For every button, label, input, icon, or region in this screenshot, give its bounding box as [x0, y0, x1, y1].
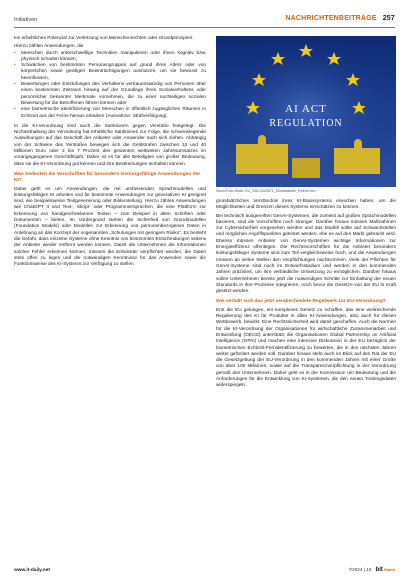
title-line-2: REGULATION	[269, 118, 343, 129]
eu-flag-illustration	[216, 36, 396, 187]
right-paragraph-2: Bei technisch ausgereiften GenAI-Systemen, die zumeist auf großen Sprachmodellen basieren, sind die Vorschriften noch strenger. Darüber hinaus müssen Maßnahmen zur Cybersicherheit vorgesehen werden und das Modell sollte auf Schwachstellen und möglichen Angriffspunkten getestet werden, ehe es auf den Markt gebracht wird. Ebenso müssen Anbieter von GenAI-Systemen wichtige Informationen zur Energieeffizienz offenlegen. Die Rechtsvorschriften für die Anbieter besonders leistungsfähiger Systeme sind zum Teil vergleichsweise hoch, und die Anwendungen müssen an vielen Stellen den Verpflichtungen nachkommen. Viele der Pflichten für GenAI-Systeme sind noch im Entwurfsstadium und werden in den kommenden Jahren präzisiert, um ihre verbindliche Umsetzung zu ermöglichen. Darüber hinaus sollen Unternehmen bereits jetzt die notwendigen Schritte zur Einhaltung der neuen Standards in ihre Prozesse integrieren, noch bevor die Gesetze von der EU in Kraft gesetzt werden.	[216, 213, 396, 295]
publication-logo	[376, 567, 395, 573]
logo-suffix: Stand	[383, 567, 395, 572]
header-rule	[14, 27, 395, 28]
ai-act-photo	[216, 36, 396, 187]
sanctions-paragraph: In die KI-Verordnung sind auch die Sanktionen gegen Verstöße festgelegt. Die Nichteinhaltung der Verordnung hat erhebliche Sanktionen zur Folge, die schwerwiegende Auswirkungen auf das Geschäft der Anbieter oder Anwender nach sich ziehen. Abhängig von der Schwere des Verstoßes bewegen sich die Geldstrafen zwischen 10 und 40 Millionen Euro oder 2 bis 7 Prozent des gesamten weltweiten Jahresumsatzes im vorangegangenen Geschäftsjahr. Daher ist es für alle Beteiligten von großer Bedeutung, dass sie die KI-Verordnung gut kennen und ihre Bestimmungen einhalten können.	[14, 123, 206, 167]
running-header-section: Initiativen	[14, 17, 38, 23]
prohibited-uses-list	[14, 51, 206, 120]
list-item: • Bewertungen oder Einstufungen des Verhaltens vertrauenswürdig von Personen über einen bestimmten Zeitraum hinweg auf der Grundlage ihres Sozialverhaltens oder persönlicher bekannter Merkmale vornehmen, die zu einer nachteiligen sozialen Bewertung für die Betroffenen führen können oder	[14, 82, 206, 107]
page-footer	[14, 566, 395, 576]
footer-issue	[348, 567, 395, 573]
title-line-1: AI ACT	[285, 103, 327, 115]
right-paragraph-3: Erst die EU gelungen, ein komplexes Gesetz zu schaffen, das eine weitreichende Regulierung des KI für Produkte in allen KI-Anwendungen, also auch für diesen Wettbewerb, bewirkt. Eine Rechtssicherheit wird damit geschaffen. Auch die Normen für die KI-Verordnung der Organisationen für wirtschaftliche Zusammenarbeit und Entwicklung (OECD) unterstützt die Organisationen Global Partnership on Artificial Intelligence (GPAI) und machen eine intensive Diskussion in der EU bezüglich der biometrischen Echtzeit-Fernidentifizierung zu bewerten, die in den nächsten Jahren weiter gefördert werden soll. Darüber hinaus steht auch im Blick auf den Rat der EU die Gesetzgebung der EU-Verordnung in den kommenden Jahren mit einer Größe von über 100 Millionen, sowie auf die Transparenzverpflichtung in der Verordnung gemäß den Unternehmen. Daher geht es in der Kommission um Bedeutung und die Anforderungen für die Entwicklung von KI-Systemen, die den neuen Trainingsdaten widerspiegeln.	[216, 307, 396, 389]
running-header-category	[285, 15, 395, 22]
subheading-regulation: Wie verhält sich das jetzt verabschiedete Regelwerk zur EU-Verordnung?	[216, 299, 386, 305]
list-item: • Menschen durch unterschwellige Techniken manipulieren oder ihnen kognitiv bzw. physisch schaden können,	[14, 51, 206, 64]
category-label: NACHRICHTENBEITRÄGE	[285, 15, 377, 22]
intro-paragraph: ein erhebliches Potenzial zur Verletzung von Menschenrechten oder Grundprinzipien.	[14, 36, 194, 41]
high-performance-paragraph: Dabei geht es um Anwendungen, die mit umfassenden Sprachmodellen und leistungsfähigen KI arbeiten und für bestimmte Anwendungen zur generativen KI geeignet sind, wie beispielsweise Textgenerierung oder Bilderstellung. Hierzu zählen Anwendungen wie ChatGPT 4 und Text-, Skript- oder Programmiersprachen, die eine Plattform zur Erkennung von handgeschriebenen Texten – zum Beispiel in alten Schriften oder Dokumenten – bieten. Im Vordergrund stehen die Sicherheit von Grundmodellen (Foundation Models) oder Modellen zur Erkennung von personenbezogenen Daten in Anlehnung an das Konzept der sogenannten „Schulungen mit geringem Risiko“. Es besteht die Gefahr, dass einzelne Systeme ohne Kenntnis von bestimmten Entscheidungen seitens der Anbieter wieder entfernt werden können. Damit die Unternehmen die Informationen solcher Fehler erkennen können, müssen die Entwickler verpflichtet werden, die Daten stets offen zu legen und die notwendigen Kenntnisse für das Anwenden sowie die Funktionsweise des KI-Systems zur Verfügung zu stellen.	[14, 186, 206, 268]
logo-main: bit	[375, 567, 383, 573]
photo-caption: Stock-Foto-Motiv: EU_VMI-0024571_Klimawandel_Reihen-ein	[216, 189, 316, 193]
list-lead: Hierzu zählen Anwendungen, die	[14, 44, 84, 50]
website-link[interactable]: www.it-daily.net	[14, 568, 50, 573]
subheading-high-performance: Was bedeuten die Vorschriften für besonders leistungsfähige Anwendungen der KI?	[14, 171, 201, 184]
left-column	[14, 36, 206, 270]
list-item: • eine biometrische Identifizierung von Menschen in öffentlich zugänglichen Räumen in Echtzeit aus der Ferne heraus erlauben (Ausnahme: Strafverfolgung).	[14, 107, 206, 120]
list-item: • Schwächen von bestimmten Personengruppen auf grund ihres Alters oder von körperlichen sowie geistigen Beeinträchtigungen ausnutzen, um sie bewusst zu beeinflussen,	[14, 63, 206, 82]
right-paragraph-1: grundsätzliches Verständnis ihres KI-Basissystems erworben haben, um die Möglichkeiten und Grenzen dieses Systems einschätzen zu können.	[216, 199, 396, 211]
issue-label: 7/2024 | 10	[348, 567, 372, 572]
right-column	[216, 199, 396, 392]
page-number: 257	[382, 15, 395, 22]
